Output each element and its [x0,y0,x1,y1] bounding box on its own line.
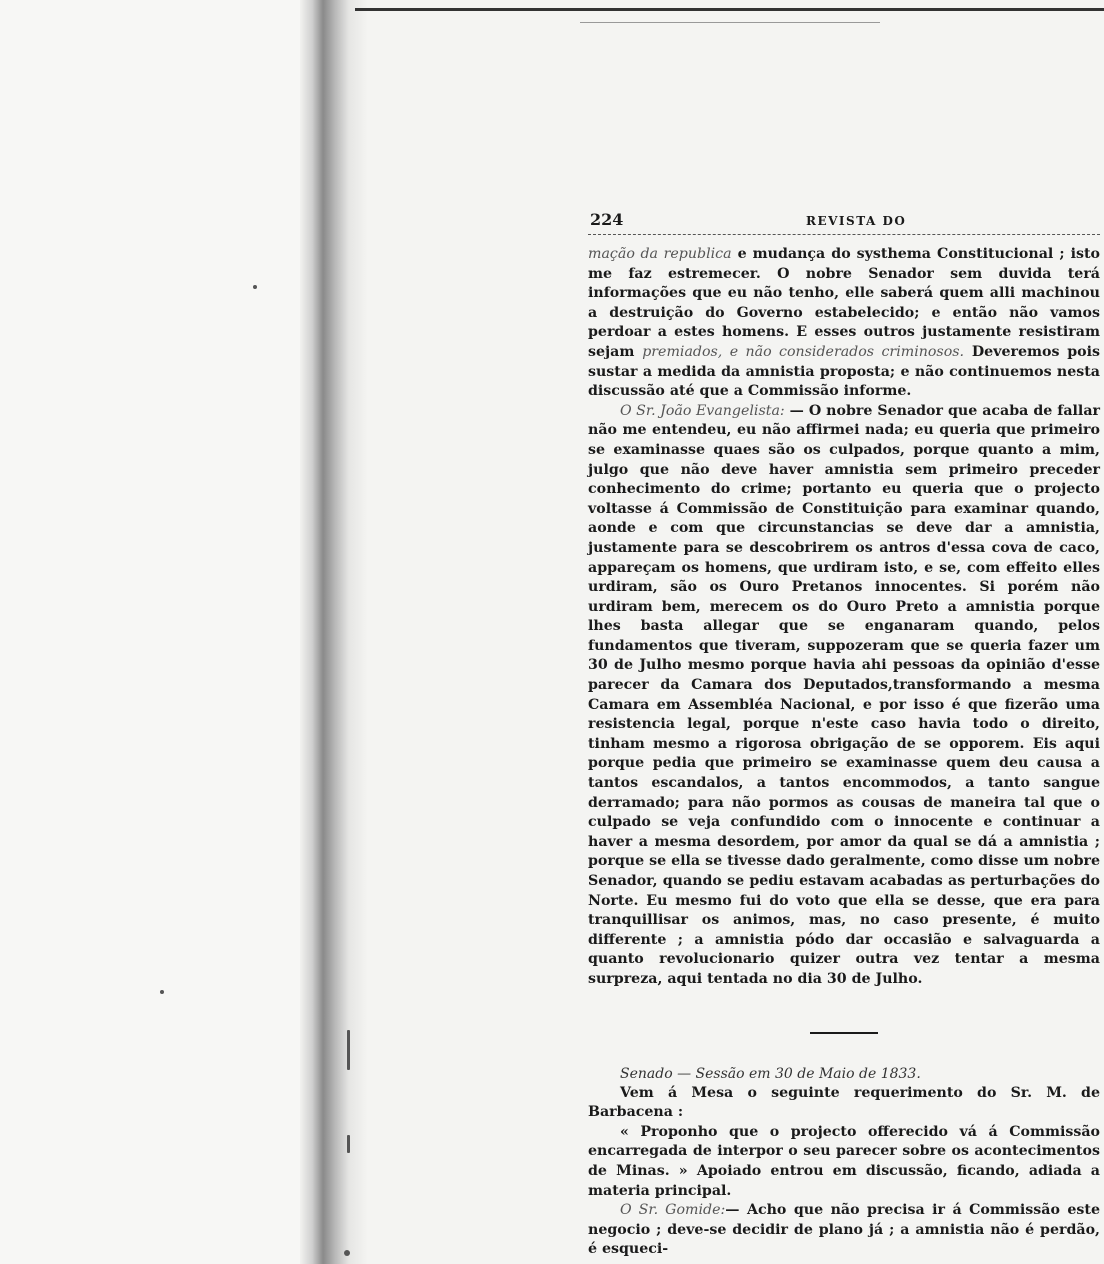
speaker-name: O Sr. João Evangelista: [620,402,785,419]
paragraph-proposal: « Proponho que o projecto offerecido vá á Commissão encarregada de interpor o seu parecer sobre os acontecimentos de Minas. » Apoiado entrou em discussão, ficando, adiada a materia principal. [588,1123,1100,1199]
scan-speck [347,1030,350,1070]
scan-edge-line [355,8,1104,11]
page-body [588,245,1100,1260]
scan-speck [344,1250,350,1256]
book-page [588,208,1100,1260]
scan-speck [347,1135,350,1153]
session-dateline: Senado — Sessão em 30 de Maio de 1833. [620,1065,921,1082]
paragraph-speech [588,402,1100,990]
paragraph-request: Vem á Mesa o seguinte requerimento do Sr. M. de Barbacena : [588,1084,1100,1121]
scan-edge-line-faint [580,22,880,23]
italic-phrase: premiados, e não considerados criminosos. [642,343,965,360]
paragraph-text: Deveremos pois sustar a medida da amnistia proposta; e não continuemos nesta discussão até que a Commissão informe. [588,343,1101,400]
scan-speck [160,990,164,994]
book-gutter [300,0,368,1264]
section-divider [810,1032,878,1034]
page-header [588,208,1100,235]
facing-page-margin [0,0,305,1264]
scan-speck [253,285,257,289]
paragraph-speech-2 [588,1201,1100,1260]
page-number: 224 [590,210,624,229]
paragraph-opening [588,245,1100,402]
speaker-name: O Sr. Gomide: [620,1202,726,1219]
speech-text: — Acho que não precisa ir á Commissão este negocio ; deve-se decidir de plano já ; a amnistia não é perdão, é esqueci- [588,1202,1100,1258]
italic-phrase: mação da republica [588,246,732,262]
speech-text: — O nobre Senador que acaba de fallar não me entendeu, eu não affirmei nada; eu queria que primeiro se examinasse quaes são os culpados, porque quanto a mim, julgo que não deve haver amnistia sem primeiro preceder conhecimento do crime; portanto eu queria que o projecto voltasse á Commissão de Constituição para examinar quando, aonde e com que circunstancias se deve dar a amnistia, justamente para se descobrirem os antros d'essa cova de caco, appareçam os homens, que urdiram isto, e se, com effeito elles urdiram, são os Ouro Pretanos innocentes. Si porém não urdiram bem, merecem os do Ouro Preto a amnistia porque lhes basta allegar que se enganaram quando, pelos fundamentos que tiveram, suppozeram que se queria fazer um 30 de Julho mesmo porque havia ahi pessoas da opinião d'esse parecer da Camara dos Deputados,transformando a mesma Camara em Assembléa Nacional, e por isso é que fizerão uma resistencia legal, porque n'este caso havia todo o direito, tinham mesmo a rigorosa obrigação de se opporem. Eis aqui porque pedia que primeiro se examinasse quem deu causa a tantos escandalos, a tantos encommodos, a tanto sangue derramado; para não pormos as cousas de maneira tal que o culpado se veja confundido com o innocente e continuar a haver a mesma desordem, por amor da qual se dá a amnistia ; porque se ella se tivesse dado geralmente, como disse um nobre Senador, quando se pediu estavam acabadas as perturbações do Norte. Eu mesmo fui do voto que ella se desse, que era para tranquillisar os animos, mas, no caso presente, é muito differente ; a amnistia pódo dar occasião e salvaguarda a quanto revolucionario quizer outra vez tentar a mesma surpreza, aqui tentada no dia 30 de Julho. [588,402,1100,987]
paragraph-text: e mudança do systhema Constitucional ; isto me faz estremecer. O nobre Senador sem duvida terá informações que eu não tenho, elle saberá quem alli machinou a destruição do Governo estabelecido; e então não vamos perdoar a estes homens. E esses outros justamente resistiram sejam [588,246,1100,360]
running-head: REVISTA DO [806,214,907,228]
